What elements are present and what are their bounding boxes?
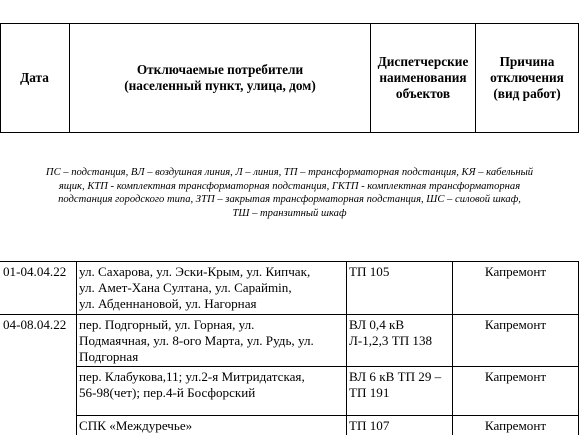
row-2-consumers (79, 317, 314, 366)
column-header-consumers-line: Отключаемые потребители (136, 62, 304, 77)
object-line: ВЛ 6 кВ ТП 29 – (349, 369, 442, 384)
row-3-consumers (79, 369, 305, 401)
object-line: ВЛ 0,4 кВ (349, 317, 405, 332)
rule (76, 261, 77, 435)
consumer-line: Подмаячная, ул. 8-ого Марта, ул. Рудь, ул. (79, 333, 314, 349)
legend-line: ящик, КТП - комплектная трансформаторная подстанция, ГКТП - комплектная трансформаторная (58, 180, 521, 192)
column-header-reason-line: Причина (499, 54, 555, 69)
consumer-line: 56-98(чет); пер.4-й Босфорский (79, 385, 256, 401)
column-header-reason-line: отключения (490, 70, 564, 85)
object-line: ТП 107 (349, 418, 390, 433)
row-1-date: 01-04.04.22 (3, 264, 67, 279)
rule (346, 261, 347, 435)
row-1-objects (349, 264, 389, 280)
legend-line: ПС – подстанция, ВЛ – воздушная линия, Л – линия, ТП – трансформаторная подстанция, КЯ – кабельный (45, 167, 534, 178)
column-header-objects (371, 24, 475, 132)
column-header-date (0, 24, 69, 132)
column-header-consumers (70, 24, 370, 132)
rule (452, 261, 453, 435)
consumer-line: пер. Подгорный, ул. Горная, ул. (79, 317, 255, 332)
object-line: ТП 105 (349, 264, 390, 279)
column-header-date-text: Дата (20, 70, 49, 85)
column-header-reason-line: (вид работ) (493, 86, 561, 101)
legend-line: ТШ – транзитный шкаф (232, 207, 347, 219)
rule (0, 132, 579, 133)
object-line: ТП 191 (349, 385, 390, 401)
column-header-objects-line: наименования (379, 70, 467, 85)
rule (77, 366, 579, 367)
consumer-line: ул. Сахарова, ул. Эски-Крым, ул. Кипчак, (79, 264, 311, 279)
row-4-consumers (79, 418, 192, 434)
row-4-objects (349, 418, 389, 434)
row-3-reason: Капремонт (484, 369, 547, 384)
consumer-line: ул. Абденнановой, ул. Нагорная (79, 296, 257, 312)
rule (0, 314, 579, 315)
rule (0, 261, 579, 262)
column-header-objects-line: Диспетчерские (377, 54, 469, 69)
consumer-line: пер. Клабукова,11; ул.2-я Митридатская, (79, 369, 305, 384)
row-3-objects (349, 369, 441, 401)
row-2-objects (349, 317, 432, 349)
row-2-reason: Капремонт (484, 317, 547, 332)
column-header-reason (476, 24, 578, 132)
rule (77, 415, 579, 416)
object-line: Л-1,2,3 ТП 138 (349, 333, 433, 349)
row-1-reason: Капремонт (484, 264, 547, 279)
abbreviation-legend (2, 166, 577, 220)
column-header-objects-line: объектов (395, 86, 451, 101)
consumer-line: Подгорная (79, 349, 139, 365)
consumer-line: ул. Амет-Хана Султана, ул. Сарайmin, (79, 280, 292, 296)
row-1-consumers (79, 264, 310, 313)
row-2-date: 04-08.04.22 (3, 317, 67, 332)
column-header-consumers-line: (населенный пункт, улица, дом) (124, 78, 316, 93)
row-4-reason: Капремонт (484, 418, 547, 433)
legend-line: подстанция городского типа, ЗТП – закрытая трансформаторная подстанция, ШС – силовой шкаф, (58, 194, 521, 206)
consumer-line: СПК «Междуречье» (79, 418, 193, 433)
